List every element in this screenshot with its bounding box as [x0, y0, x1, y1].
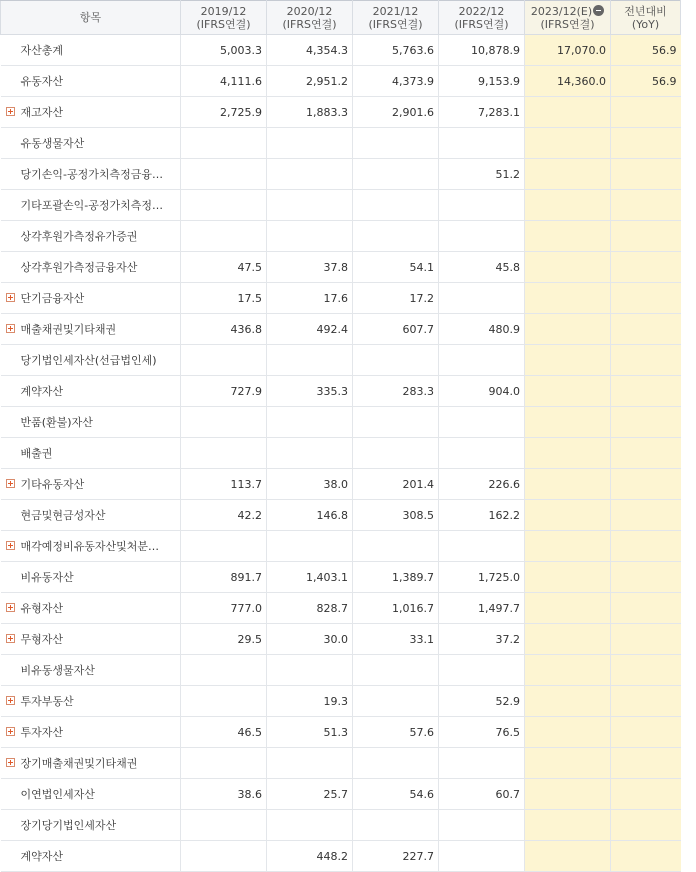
value-cell: 14,360.0 [525, 66, 611, 97]
table-row [1, 66, 681, 97]
value-cell: 30.0 [267, 624, 353, 655]
value-cell [439, 841, 525, 872]
yoy-cell [611, 252, 681, 283]
value-cell [267, 128, 353, 159]
value-cell [439, 345, 525, 376]
table-row [1, 500, 681, 531]
value-cell [439, 438, 525, 469]
value-cell [525, 221, 611, 252]
table-row [1, 159, 681, 190]
value-cell [439, 283, 525, 314]
value-cell [525, 717, 611, 748]
value-cell: 25.7 [267, 779, 353, 810]
row-label[interactable]: 매출채권및기타채권 [1, 314, 181, 345]
item-header: 항목 [1, 1, 181, 35]
value-cell [439, 407, 525, 438]
value-cell: 42.2 [181, 500, 267, 531]
value-cell: 5,763.6 [353, 35, 439, 66]
value-cell [267, 438, 353, 469]
table-row [1, 562, 681, 593]
yoy-cell [611, 717, 681, 748]
year-header: 2019/12 (IFRS연결) [181, 1, 267, 35]
value-cell: 480.9 [439, 314, 525, 345]
value-cell: 10,878.9 [439, 35, 525, 66]
value-cell [181, 531, 267, 562]
value-cell [267, 748, 353, 779]
value-cell: 54.6 [353, 779, 439, 810]
value-cell [525, 686, 611, 717]
value-cell: 1,725.0 [439, 562, 525, 593]
expand-plus-icon[interactable] [6, 107, 15, 116]
value-cell [439, 221, 525, 252]
value-cell: 828.7 [267, 593, 353, 624]
value-cell: 7,283.1 [439, 97, 525, 128]
value-cell [525, 469, 611, 500]
value-cell: 1,883.3 [267, 97, 353, 128]
yoy-cell [611, 779, 681, 810]
value-cell [525, 748, 611, 779]
value-cell [181, 159, 267, 190]
value-cell: 17.2 [353, 283, 439, 314]
row-label[interactable]: 무형자산 [1, 624, 181, 655]
year-header: 2020/12 (IFRS연결) [267, 1, 353, 35]
value-cell [525, 314, 611, 345]
value-cell: 448.2 [267, 841, 353, 872]
value-cell [353, 128, 439, 159]
value-cell [353, 159, 439, 190]
table-row [1, 841, 681, 872]
row-label: 비유동자산 [1, 562, 181, 593]
yoy-cell [611, 283, 681, 314]
row-label: 당기손익-공정가치측정금융… [1, 159, 181, 190]
row-label: 기타포괄손익-공정가치측정… [1, 190, 181, 221]
value-cell [353, 531, 439, 562]
value-cell [525, 252, 611, 283]
yoy-cell [611, 190, 681, 221]
value-cell: 201.4 [353, 469, 439, 500]
value-cell [525, 779, 611, 810]
yoy-header: 전년대비 (YoY) [611, 1, 681, 35]
expand-plus-icon[interactable] [6, 324, 15, 333]
value-cell: 17.5 [181, 283, 267, 314]
yoy-cell [611, 841, 681, 872]
value-cell [267, 531, 353, 562]
value-cell: 226.6 [439, 469, 525, 500]
value-cell [181, 438, 267, 469]
row-label: 유동자산 [1, 66, 181, 97]
yoy-cell [611, 407, 681, 438]
value-cell: 17,070.0 [525, 35, 611, 66]
value-cell [525, 345, 611, 376]
value-cell [439, 128, 525, 159]
value-cell: 51.2 [439, 159, 525, 190]
value-cell: 4,111.6 [181, 66, 267, 97]
value-cell [525, 159, 611, 190]
table-row [1, 128, 681, 159]
value-cell: 45.8 [439, 252, 525, 283]
table-row [1, 748, 681, 779]
value-cell [525, 376, 611, 407]
table-row [1, 252, 681, 283]
value-cell [525, 562, 611, 593]
value-cell [181, 655, 267, 686]
value-cell [353, 438, 439, 469]
value-cell: 727.9 [181, 376, 267, 407]
value-cell [525, 593, 611, 624]
value-cell [181, 686, 267, 717]
value-cell [525, 841, 611, 872]
row-label[interactable]: 투자부동산 [1, 686, 181, 717]
value-cell [353, 655, 439, 686]
yoy-cell [611, 500, 681, 531]
value-cell [525, 283, 611, 314]
table-row [1, 221, 681, 252]
value-cell [439, 810, 525, 841]
expand-plus-icon[interactable] [6, 293, 15, 302]
yoy-cell [611, 562, 681, 593]
value-cell: 777.0 [181, 593, 267, 624]
value-cell: 54.1 [353, 252, 439, 283]
table-row [1, 686, 681, 717]
value-cell [525, 97, 611, 128]
row-label: 이연법인세자산 [1, 779, 181, 810]
value-cell: 5,003.3 [181, 35, 267, 66]
value-cell [439, 655, 525, 686]
table-row [1, 717, 681, 748]
row-label[interactable]: 장기매출채권및기타채권 [1, 748, 181, 779]
yoy-cell [611, 810, 681, 841]
row-label[interactable]: 단기금융자산 [1, 283, 181, 314]
row-label: 상각후원가측정금융자산 [1, 252, 181, 283]
value-cell [525, 500, 611, 531]
value-cell [181, 190, 267, 221]
value-cell: 146.8 [267, 500, 353, 531]
value-cell: 2,951.2 [267, 66, 353, 97]
row-label: 비유동생물자산 [1, 655, 181, 686]
year-header: 2022/12 (IFRS연결) [439, 1, 525, 35]
value-cell [267, 159, 353, 190]
yoy-cell [611, 159, 681, 190]
value-cell: 9,153.9 [439, 66, 525, 97]
value-cell [525, 190, 611, 221]
yoy-cell [611, 97, 681, 128]
yoy-cell [611, 469, 681, 500]
expand-plus-icon[interactable] [6, 541, 15, 550]
row-label[interactable]: 재고자산 [1, 97, 181, 128]
table-row [1, 35, 681, 66]
value-cell [181, 128, 267, 159]
expand-plus-icon[interactable] [6, 634, 15, 643]
value-cell: 607.7 [353, 314, 439, 345]
table-row [1, 190, 681, 221]
yoy-cell: 56.9 [611, 66, 681, 97]
value-cell: 46.5 [181, 717, 267, 748]
yoy-cell [611, 314, 681, 345]
value-cell [439, 748, 525, 779]
yoy-cell [611, 531, 681, 562]
table-row [1, 779, 681, 810]
expand-plus-icon[interactable] [6, 696, 15, 705]
value-cell: 283.3 [353, 376, 439, 407]
yoy-cell [611, 686, 681, 717]
value-cell: 436.8 [181, 314, 267, 345]
value-cell [525, 624, 611, 655]
table-row [1, 438, 681, 469]
value-cell [353, 748, 439, 779]
row-label: 계약자산 [1, 376, 181, 407]
table-row [1, 314, 681, 345]
yoy-cell: 56.9 [611, 35, 681, 66]
value-cell: 37.8 [267, 252, 353, 283]
value-cell [267, 345, 353, 376]
yoy-cell [611, 748, 681, 779]
value-cell: 1,497.7 [439, 593, 525, 624]
value-cell [181, 221, 267, 252]
value-cell: 33.1 [353, 624, 439, 655]
yoy-cell [611, 345, 681, 376]
row-label[interactable]: 기타유동자산 [1, 469, 181, 500]
value-cell: 2,725.9 [181, 97, 267, 128]
value-cell [439, 531, 525, 562]
value-cell: 1,389.7 [353, 562, 439, 593]
value-cell: 891.7 [181, 562, 267, 593]
table-row [1, 593, 681, 624]
row-label[interactable]: 유형자산 [1, 593, 181, 624]
value-cell: 308.5 [353, 500, 439, 531]
value-cell: 492.4 [267, 314, 353, 345]
value-cell [181, 748, 267, 779]
value-cell [525, 810, 611, 841]
table-body [1, 35, 681, 872]
table-row [1, 469, 681, 500]
row-label: 자산총계 [1, 35, 181, 66]
expand-plus-icon[interactable] [6, 758, 15, 767]
row-label: 반품(환불)자산 [1, 407, 181, 438]
value-cell [181, 841, 267, 872]
table-row [1, 407, 681, 438]
value-cell: 17.6 [267, 283, 353, 314]
value-cell: 60.7 [439, 779, 525, 810]
value-cell: 38.0 [267, 469, 353, 500]
expand-plus-icon[interactable] [6, 479, 15, 488]
table-row [1, 283, 681, 314]
value-cell [353, 345, 439, 376]
table-row [1, 376, 681, 407]
value-cell [267, 407, 353, 438]
table-row [1, 531, 681, 562]
table-row [1, 810, 681, 841]
value-cell: 37.2 [439, 624, 525, 655]
row-label: 계약자산 [1, 841, 181, 872]
value-cell: 113.7 [181, 469, 267, 500]
value-cell: 1,016.7 [353, 593, 439, 624]
value-cell [353, 686, 439, 717]
table-row [1, 345, 681, 376]
row-label: 상각후원가측정유가증권 [1, 221, 181, 252]
table-row [1, 624, 681, 655]
value-cell [353, 190, 439, 221]
row-label: 배출권 [1, 438, 181, 469]
value-cell [353, 407, 439, 438]
value-cell [267, 810, 353, 841]
collapse-minus-icon[interactable] [593, 5, 604, 16]
table-row [1, 655, 681, 686]
value-cell [353, 810, 439, 841]
value-cell: 19.3 [267, 686, 353, 717]
estimate-year-header: 2023/12(E) (IFRS연결) [525, 1, 611, 35]
value-cell [525, 128, 611, 159]
value-cell [439, 190, 525, 221]
yoy-cell [611, 655, 681, 686]
value-cell [181, 810, 267, 841]
value-cell [181, 345, 267, 376]
year-header: 2021/12 (IFRS연결) [353, 1, 439, 35]
value-cell [525, 407, 611, 438]
row-label: 유동생물자산 [1, 128, 181, 159]
yoy-cell [611, 128, 681, 159]
row-label[interactable]: 투자자산 [1, 717, 181, 748]
value-cell: 52.9 [439, 686, 525, 717]
value-cell: 29.5 [181, 624, 267, 655]
value-cell: 227.7 [353, 841, 439, 872]
row-label: 현금및현금성자산 [1, 500, 181, 531]
yoy-cell [611, 438, 681, 469]
value-cell [267, 655, 353, 686]
value-cell: 1,403.1 [267, 562, 353, 593]
value-cell: 51.3 [267, 717, 353, 748]
value-cell [181, 407, 267, 438]
value-cell: 162.2 [439, 500, 525, 531]
value-cell [353, 221, 439, 252]
row-label: 당기법인세자산(선급법인세) [1, 345, 181, 376]
value-cell [525, 438, 611, 469]
expand-plus-icon[interactable] [6, 727, 15, 736]
value-cell: 57.6 [353, 717, 439, 748]
table-row [1, 97, 681, 128]
yoy-cell [611, 624, 681, 655]
value-cell: 4,354.3 [267, 35, 353, 66]
value-cell: 4,373.9 [353, 66, 439, 97]
row-label[interactable]: 매각예정비유동자산및처분… [1, 531, 181, 562]
value-cell: 2,901.6 [353, 97, 439, 128]
yoy-cell [611, 376, 681, 407]
value-cell [525, 655, 611, 686]
row-label: 장기당기법인세자산 [1, 810, 181, 841]
value-cell [267, 190, 353, 221]
value-cell: 47.5 [181, 252, 267, 283]
expand-plus-icon[interactable] [6, 603, 15, 612]
value-cell: 335.3 [267, 376, 353, 407]
value-cell [525, 531, 611, 562]
value-cell [267, 221, 353, 252]
value-cell: 904.0 [439, 376, 525, 407]
yoy-cell [611, 221, 681, 252]
value-cell: 38.6 [181, 779, 267, 810]
yoy-cell [611, 593, 681, 624]
value-cell: 76.5 [439, 717, 525, 748]
table-header [1, 1, 681, 35]
